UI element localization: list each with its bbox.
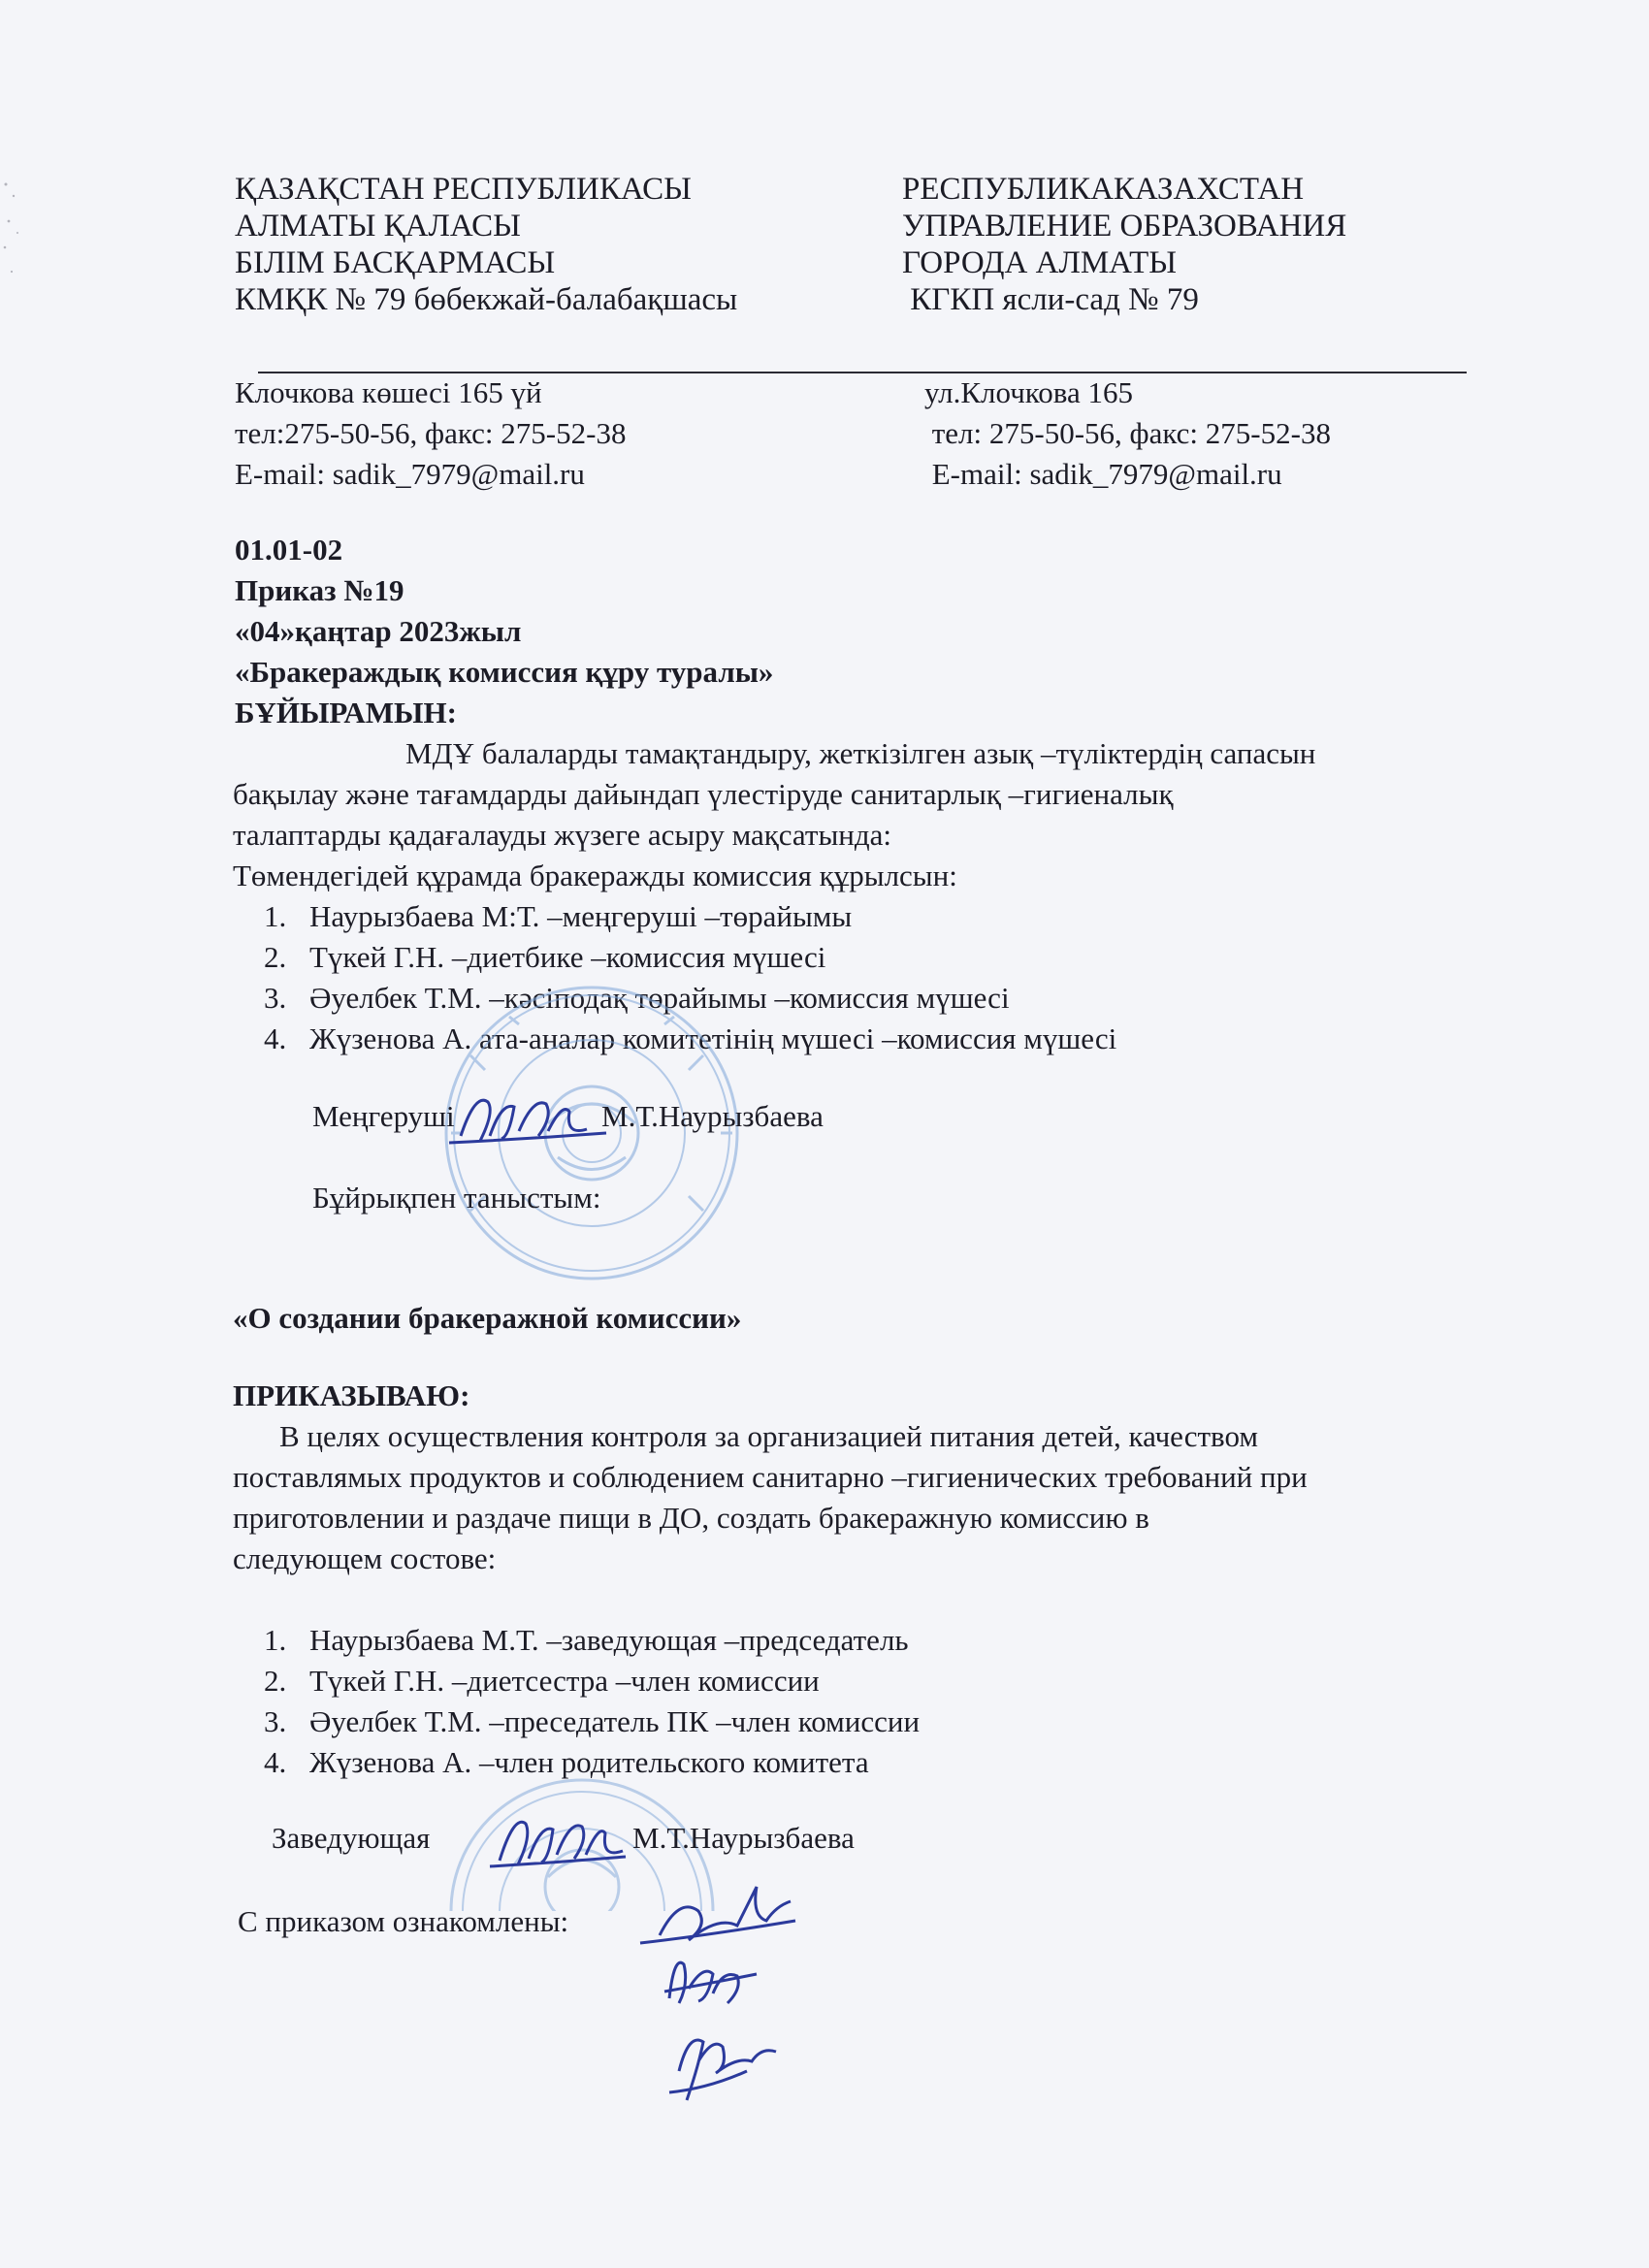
list-item-number: 1. [264, 1623, 287, 1657]
kz-head-name: М.Т.Наурызбаева [601, 1099, 824, 1133]
ru-para-line: приготовлении и раздаче пищи в ДО, создать бракеражную комиссию в [233, 1501, 1149, 1535]
order-code: 01.01-02 [235, 533, 343, 567]
list-item [264, 1620, 920, 1661]
contacts-ru [924, 373, 1331, 495]
order-block [235, 530, 773, 733]
list-item-number: 2. [264, 940, 287, 974]
ru-acknowledgement: С приказом ознакомлены: [238, 1904, 569, 1938]
contact-kz-email: E-mail: sadik_7979@mail.ru [235, 457, 585, 491]
kz-head-label: Меңгеруші [312, 1099, 455, 1133]
order-number: Приказ №19 [235, 573, 404, 607]
list-item-number: 3. [264, 981, 287, 1015]
list-item-text: Әуелбек Т.М. –преседатель ПК –член комиссии [309, 1704, 921, 1738]
list-item-text: Әуелбек Т.М. –кәсіподақ төрайымы –комиссия мүшесі [309, 981, 1010, 1015]
order-date: «04»қаңтар 2023жыл [235, 614, 522, 648]
header-kz-line1: ҚАЗАҚСТАН РЕСПУБЛИКАСЫ [235, 172, 692, 207]
kz-para-line: Төмендегідей құрамда бракеражды комиссия құрылсын: [233, 859, 957, 892]
list-item-number: 2. [264, 1664, 287, 1698]
contact-kz-phone: тел:275-50-56, факс: 275-52-38 [235, 416, 627, 450]
ru-head-name: М.Т.Наурызбаева [632, 1821, 855, 1855]
contacts-kz [235, 373, 626, 495]
list-item-number: 3. [264, 1704, 287, 1738]
acknowledgement-signatures [630, 1867, 805, 2120]
ru-para-line: следующем состове: [233, 1541, 497, 1575]
list-item-text: Түкей Г.Н. –диетсестра –член комиссии [309, 1664, 820, 1698]
list-item-text: Жүзенова А. ата-аналар комитетінің мүшесі –комиссия мүшесі [309, 1021, 1117, 1055]
list-item-text: Түкей Г.Н. –диетбике –комиссия мүшесі [309, 940, 826, 974]
contact-ru-phone: тел: 275-50-56, факс: 275-52-38 [924, 416, 1331, 450]
list-item [264, 937, 1116, 978]
list-item [264, 1661, 920, 1701]
list-item-text: Жүзенова А. –член родительского комитета [309, 1745, 869, 1779]
ru-para-line: В целях осуществления контроля за организацией питания детей, качеством [279, 1419, 1258, 1453]
list-item-number: 4. [264, 1745, 287, 1779]
ru-order-title: «О создании бракеражной комиссии» [233, 1301, 742, 1335]
kz-heading: БҰЙЫРАМЫН: [235, 696, 457, 729]
kz-para-line: талаптарды қадағалауды жүзеге асыру мақсатында: [233, 818, 892, 852]
list-item [264, 896, 1116, 937]
list-item-text: Наурызбаева М:Т. –меңгеруші –төрайымы [309, 899, 853, 933]
ru-heading: ПРИКАЗЫВАЮ: [233, 1378, 470, 1412]
contact-kz-address: Клочкова көшесі 165 үй [235, 375, 542, 409]
order-title-kz: «Бракераждық комиссия құру туралы» [235, 655, 774, 689]
header-ru-line4: КГКП ясли-сад № 79 [902, 282, 1199, 317]
ru-para-line: поставлямых продуктов и соблюдением санитарно –гигиенических требований при [233, 1460, 1308, 1494]
list-item-number: 1. [264, 899, 287, 933]
header-ru-line2: УПРАВЛЕНИЕ ОБРАЗОВАНИЯ [902, 209, 1347, 243]
header-ru-line1: РЕСПУБЛИКАКАЗАХСТАН [902, 172, 1305, 207]
header-kz-line2: АЛМАТЫ ҚАЛАСЫ [235, 209, 521, 243]
list-item-number: 4. [264, 1021, 287, 1055]
signature-ru [485, 1802, 630, 1875]
scan-edge-speckles [0, 175, 29, 291]
kz-para-line: бақылау және тағамдарды дайындап үлестіруде санитарлық –гигиеналық [233, 777, 1174, 811]
header-kz-line3: БІЛІМ БАСҚАРМАСЫ [235, 245, 556, 280]
signature-kz [441, 1083, 616, 1150]
list-item-text: Наурызбаева М.Т. –заведующая –председатель [309, 1623, 909, 1657]
kz-para-line: МДҰ балаларды тамақтандыру, жеткізілген азық –түліктердің сапасын [405, 736, 1316, 770]
header-ru-line3: ГОРОДА АЛМАТЫ [902, 245, 1178, 280]
header-ru [902, 171, 1346, 318]
kz-acknowledgement: Бұйрықпен таныстым: [312, 1181, 601, 1215]
contact-ru-email: E-mail: sadik_7979@mail.ru [924, 457, 1282, 491]
ru-head-label: Заведующая [272, 1821, 431, 1855]
kz-paragraph [233, 733, 1315, 896]
contact-ru-address: ул.Клочкова 165 [924, 375, 1134, 409]
header-kz [235, 171, 737, 318]
ru-paragraph [233, 1416, 1308, 1579]
header-kz-line4: КМҚК № 79 бөбекжай-балабақшасы [235, 282, 738, 317]
